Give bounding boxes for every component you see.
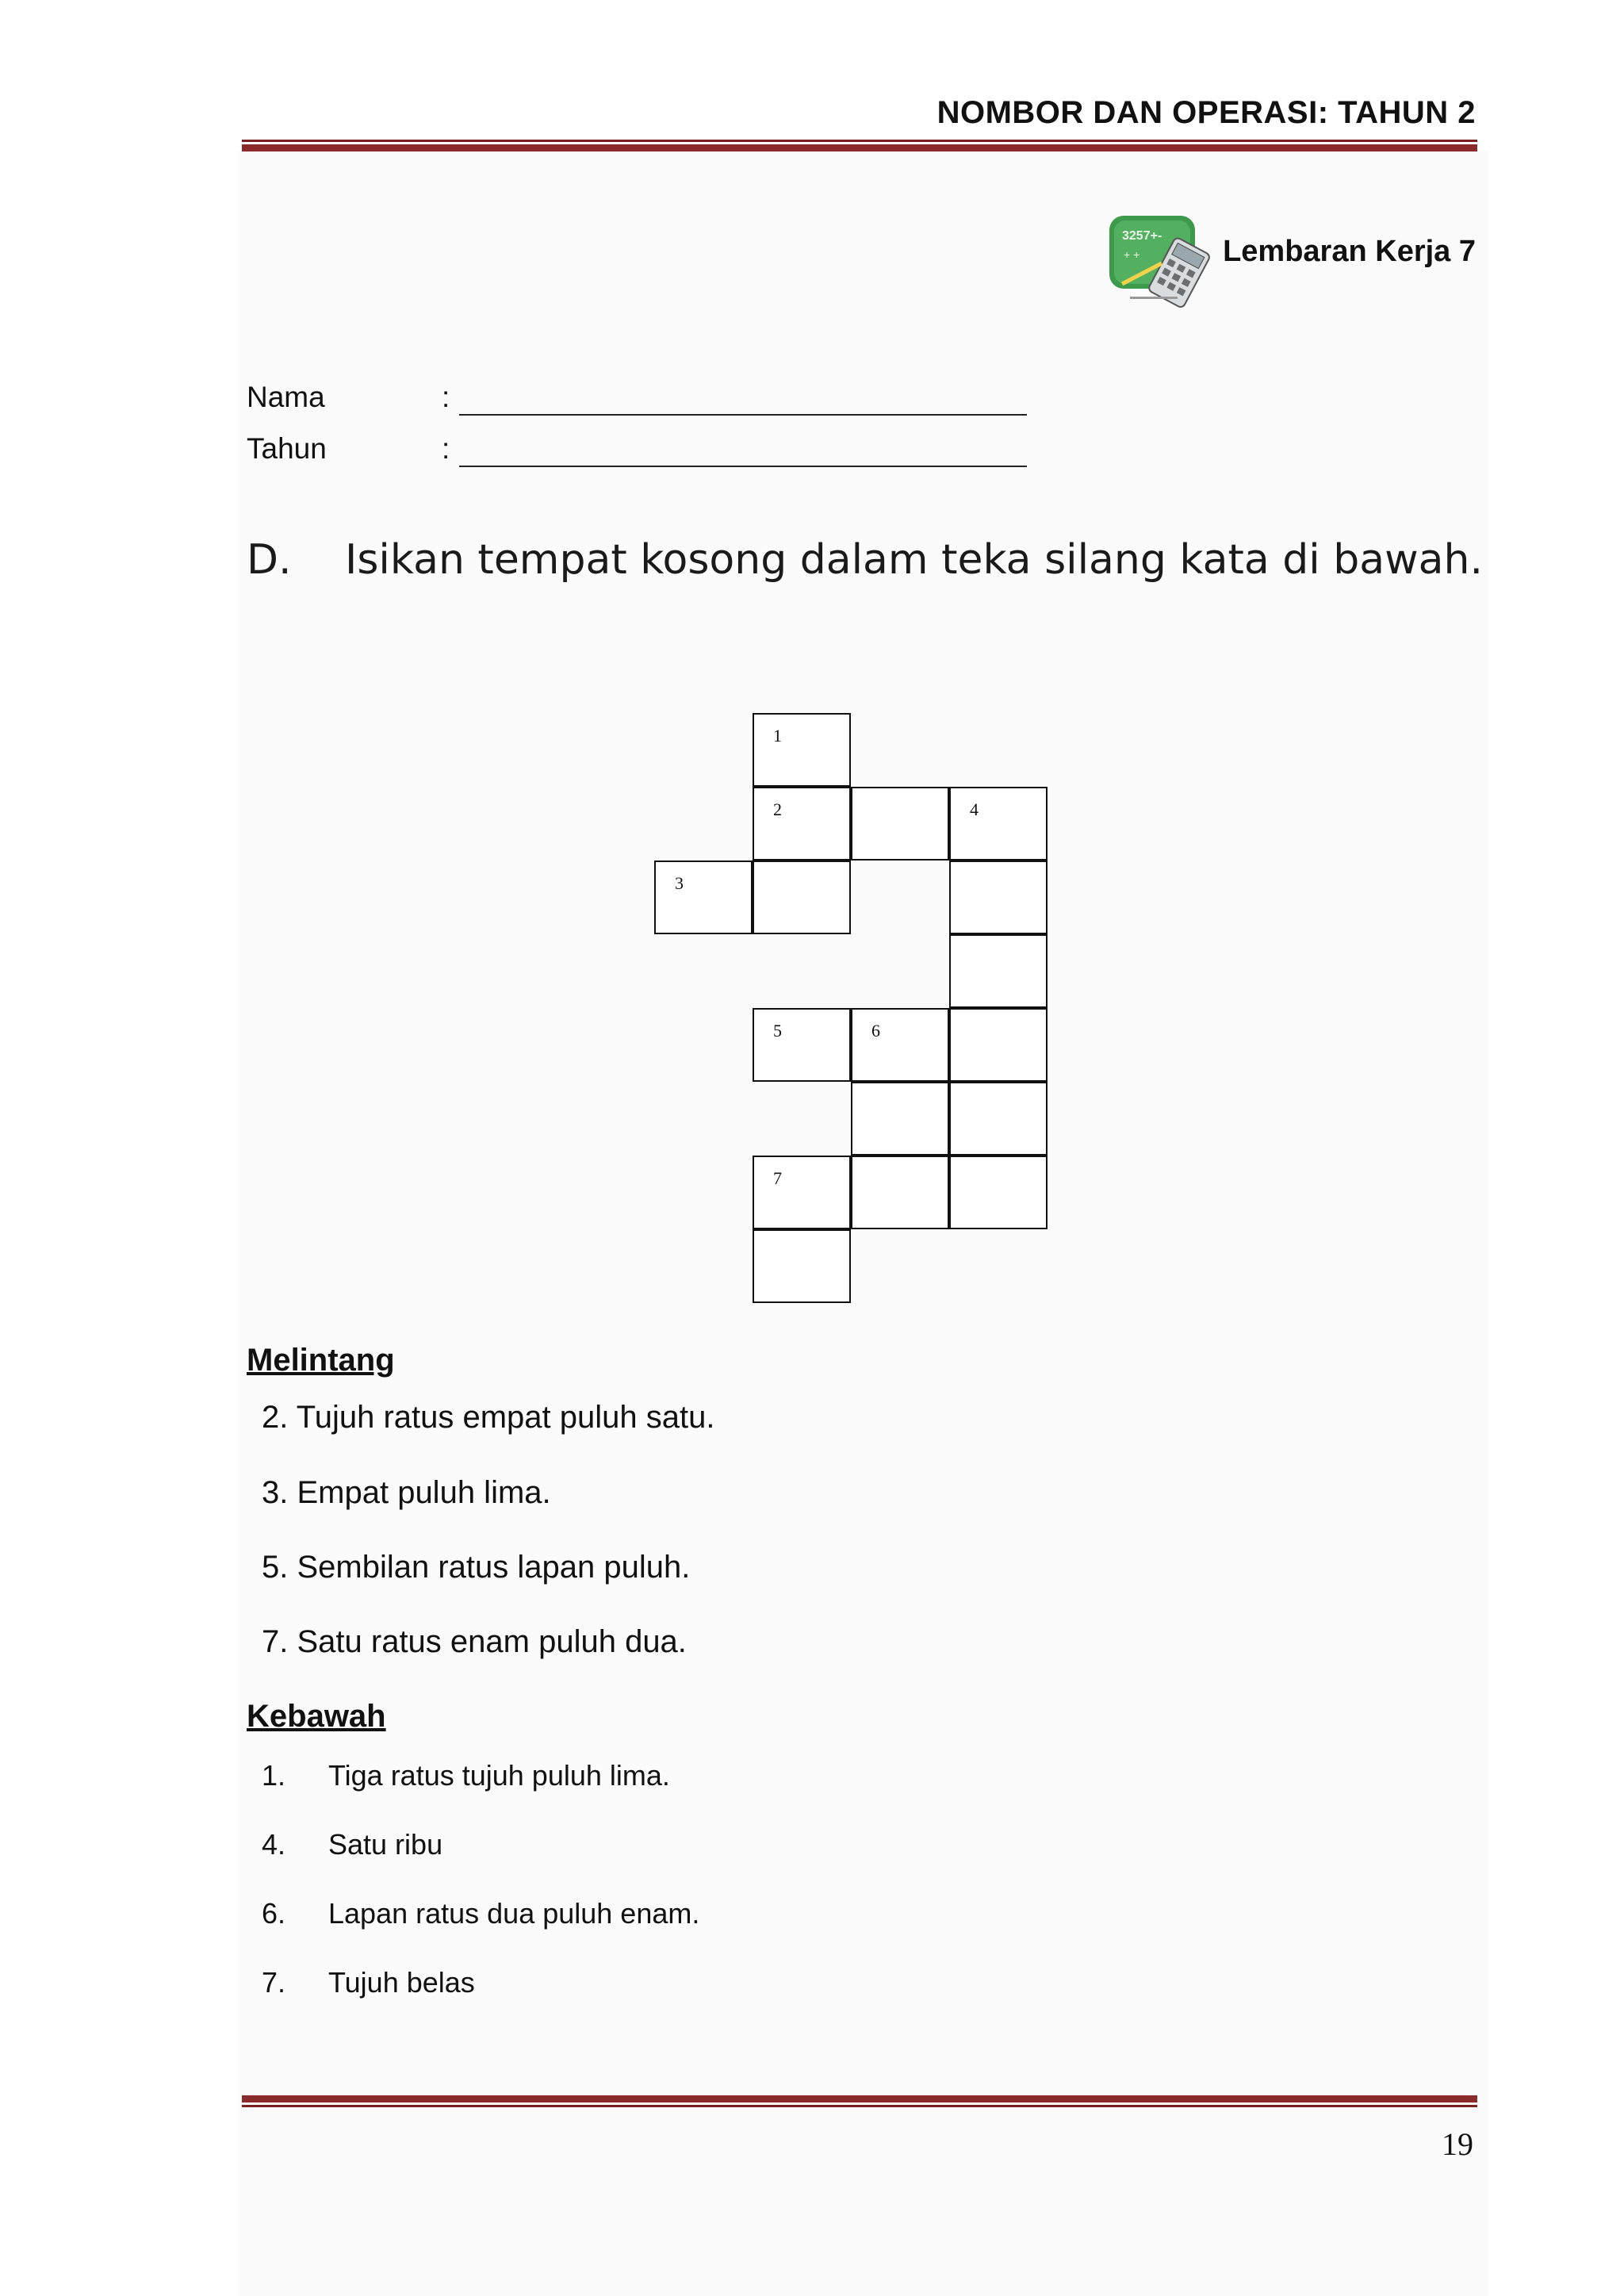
across-clue: 2. Tujuh ratus empat puluh satu. [262,1400,715,1435]
worksheet-label: Lembaran Kerja 7 [1223,235,1476,268]
section-letter: D. [247,536,292,584]
down-clue-number: 1. [262,1759,286,1792]
crossword-cell[interactable] [654,861,753,934]
year-label: Tahun [247,432,327,465]
crossword-cell[interactable] [949,861,1048,934]
section-instruction [247,536,1483,584]
page-header-title: NOMBOR DAN OPERASI: TAHUN 2 [936,95,1476,130]
down-clue-text: Satu ribu [328,1828,443,1861]
down-clue-text: Lapan ratus dua puluh enam. [328,1897,700,1930]
name-label: Nama [247,381,325,413]
name-input-line[interactable] [459,414,1027,416]
down-clue-number: 4. [262,1828,286,1861]
crossword-cell[interactable] [753,1156,851,1229]
crossword-cell[interactable] [753,861,851,934]
crossword-cell[interactable] [949,934,1048,1008]
crossword-cell[interactable] [851,1008,949,1082]
crossword-cell[interactable] [753,1229,851,1303]
calculator-chalkboard-icon [1106,208,1216,309]
header-rule [242,140,1477,151]
name-colon: : [442,381,450,413]
clue-number: 2 [773,799,782,819]
down-clue-number: 7. [262,1966,286,1999]
across-clue: 3. Empat puluh lima. [262,1475,551,1510]
down-clue-text: Tujuh belas [328,1966,475,1999]
clue-number: 7 [773,1168,782,1188]
clue-number: 4 [970,799,979,819]
across-clue: 5. Sembilan ratus lapan puluh. [262,1550,691,1585]
clue-number: 3 [675,873,684,893]
clue-number: 1 [773,726,782,746]
clue-number: 6 [871,1021,880,1041]
down-clue-number: 6. [262,1897,286,1930]
down-clue [262,1828,442,1861]
across-clue: 7. Satu ratus enam puluh dua. [262,1624,687,1659]
down-heading: Kebawah [247,1699,386,1734]
down-clue [262,1897,699,1930]
footer-rule [242,2095,1477,2107]
crossword-cell[interactable] [753,787,851,861]
across-heading: Melintang [247,1343,395,1378]
crossword-cell[interactable] [851,787,949,861]
crossword-cell[interactable] [949,787,1048,861]
year-colon: : [442,432,450,465]
crossword-cell[interactable] [851,1156,949,1229]
svg-text:+ +: + + [1124,248,1140,261]
instruction-text: Isikan tempat kosong dalam teka silang kata di bawah. [345,536,1484,584]
clue-number: 5 [773,1021,782,1041]
crossword-cell[interactable] [949,1082,1048,1156]
down-clue [262,1966,475,1999]
crossword-cell[interactable] [753,1008,851,1082]
crossword-cell[interactable] [949,1156,1048,1229]
crossword-cell[interactable] [851,1082,949,1156]
down-clue [262,1759,670,1792]
crossword-cell[interactable] [753,713,851,787]
page-number: 19 [1442,2126,1473,2162]
crossword-cell[interactable] [949,1008,1048,1082]
logo-text: 3257+- [1122,229,1162,243]
down-clue-text: Tiga ratus tujuh puluh lima. [328,1759,670,1792]
year-input-line[interactable] [459,466,1027,467]
